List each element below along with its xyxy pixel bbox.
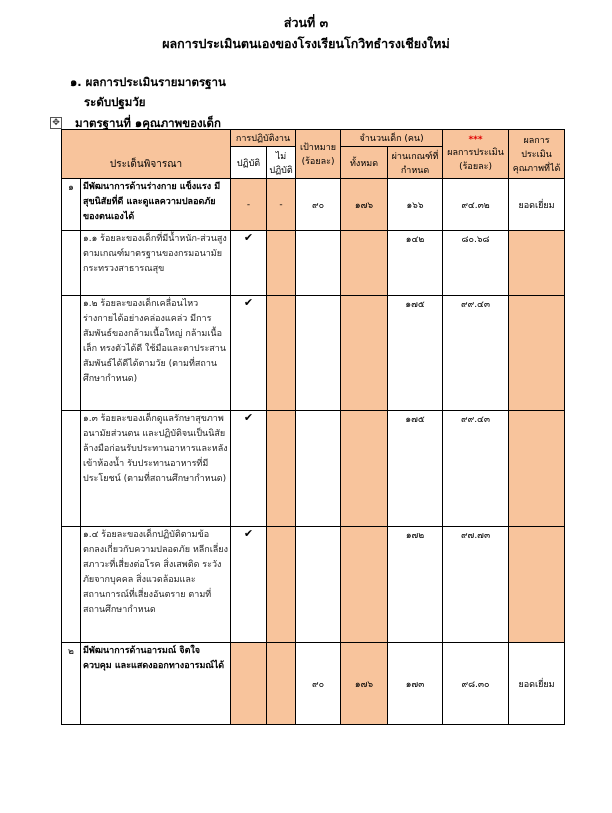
criteria-text: ๑.๒ ร้อยละของเด็กเคลื่อนไหวร่างกายได้อย่างคล่องแคล่ว มีการสัมพันธ์ของกล้ามเนื้อใหญ่ กล้ามเนื้อเล็ก ทรงตัวได้ดี ใช้มือและตาประสานสัมพันธ์ได้ดีได้ตามวัย (ตามที่สถานศึกษากำหนด): [81, 296, 231, 411]
all-cell: [341, 411, 388, 527]
criteria-text: มีพัฒนาการด้านอารมณ์ จิตใจ ควบคุม และแสดงออกทางอารมณ์ได้: [81, 643, 231, 725]
all-cell: [341, 527, 388, 643]
criteria-text: ๑.๑ ร้อยละของเด็กที่มีน้ำหนัก-ส่วนสูงตามเกณฑ์มาตรฐานของกรมอนามัย กระทรวงสาธารณสุข: [81, 231, 231, 296]
target-cell: [296, 296, 341, 411]
done-check-icon: ✔: [231, 231, 267, 296]
not-done-cell: [267, 643, 296, 725]
result-cell: ๙๗.๗๓: [443, 527, 509, 643]
result-header: [443, 130, 509, 179]
assessment-table: [61, 129, 565, 725]
quality-cell: ยอดเยี่ยม: [509, 179, 565, 231]
criteria-text: มีพัฒนาการด้านร่างกาย แข็งแรง มีสุขนิสัยที่ดี และดูแลความปลอดภัยของตนเองได้: [81, 179, 231, 231]
done-cell: [231, 643, 267, 725]
not-done-cell: [267, 296, 296, 411]
quality-cell: [509, 411, 565, 527]
pass-cell: ๑๗๕: [388, 411, 443, 527]
quality-cell: [509, 231, 565, 296]
target-cell: ๙๐: [296, 179, 341, 231]
quality-cell: ยอดเยี่ยม: [509, 643, 565, 725]
done-check-icon: ✔: [231, 411, 267, 527]
table-row: [62, 643, 565, 725]
stars-mark: ***: [468, 135, 483, 145]
row-number: [62, 527, 81, 643]
table-row: [62, 411, 565, 527]
not-done-cell: [267, 527, 296, 643]
result-cell: ๘๐.๖๘: [443, 231, 509, 296]
pass-cell: ๑๗๓: [388, 643, 443, 725]
section-heading: ๑. ผลการประเมินรายมาตรฐาน: [70, 75, 226, 89]
all-cell: [341, 231, 388, 296]
pass-header: ผ่านเกณฑ์ที่กำหนด: [388, 147, 443, 179]
table-row: [62, 179, 565, 231]
result-cell: ๙๙.๔๓: [443, 296, 509, 411]
target-cell: ๙๐: [296, 643, 341, 725]
all-cell: ๑๗๖: [341, 643, 388, 725]
row-number: ๑: [62, 179, 81, 231]
not-done-header: ไม่ปฏิบัติ: [267, 147, 296, 179]
row-number: [62, 296, 81, 411]
target-cell: [296, 231, 341, 296]
all-cell: [341, 296, 388, 411]
row-number: [62, 231, 81, 296]
pass-cell: ๑๖๖: [388, 179, 443, 231]
part-title: ส่วนที่ ๓: [283, 15, 329, 30]
row-number: ๒: [62, 643, 81, 725]
done-cell: -: [231, 179, 267, 231]
result-cell: ๙๔.๓๒: [443, 179, 509, 231]
pass-cell: ๑๗๒: [388, 527, 443, 643]
quality-header: ผลการประเมิน คุณภาพที่ได้: [509, 130, 565, 179]
done-check-icon: ✔: [231, 527, 267, 643]
standard-heading: มาตรฐานที่ ๑คุณภาพของเด็ก: [75, 116, 221, 130]
all-cell: ๑๗๖: [341, 179, 388, 231]
result-cell: ๙๙.๔๓: [443, 411, 509, 527]
table-row: [62, 231, 565, 296]
done-header: ปฏิบัติ: [231, 147, 267, 179]
quality-cell: [509, 296, 565, 411]
target-header: เป้าหมาย (ร้อยละ): [296, 130, 341, 179]
table-row: [62, 527, 565, 643]
report-title: ผลการประเมินตนเองของโรงเรียนโกวิทธำรงเชียงใหม่: [162, 36, 450, 51]
row-number: [62, 411, 81, 527]
pass-cell: ๑๗๕: [388, 296, 443, 411]
target-cell: [296, 411, 341, 527]
result-cell: ๙๘.๓๐: [443, 643, 509, 725]
pass-cell: ๑๔๒: [388, 231, 443, 296]
target-cell: [296, 527, 341, 643]
table-row: [62, 296, 565, 411]
not-done-cell: -: [267, 179, 296, 231]
all-header: ทั้งหมด: [341, 147, 388, 179]
criteria-text: ๑.๓ ร้อยละของเด็กดูแลรักษาสุขภาพอนามัยส่วนตน และปฏิบัติจนเป็นนิสัย ล้างมือก่อนรับประทานอาหารและหลังเข้าห้องน้ำ รับประทานอาหารที่มีประโยชน์ (ตามที่สถานศึกษากำหนด): [81, 411, 231, 527]
quality-cell: [509, 527, 565, 643]
practice-header: การปฏิบัติงาน: [231, 130, 296, 147]
result-header-label: ผลการประเมิน (ร้อยละ): [447, 148, 504, 172]
criteria-header: ประเด็นพิจารณา: [62, 130, 231, 179]
table-move-handle-icon[interactable]: ✥: [50, 117, 62, 129]
not-done-cell: [267, 411, 296, 527]
done-check-icon: ✔: [231, 296, 267, 411]
criteria-text: ๑.๔ ร้อยละของเด็กปฏิบัติตามข้อตกลงเกี่ยวกับความปลอดภัย หลีกเลี่ยงสภาวะที่เสี่ยงต่อโรค สิ่งเสพติด ระวังภัยจากบุคคล สิ่งแวดล้อมและสถานการณ์ที่เสี่ยงอันตราย ตามที่สถานศึกษากำหนด: [81, 527, 231, 643]
level-heading: ระดับปฐมวัย: [84, 95, 146, 109]
not-done-cell: [267, 231, 296, 296]
count-header: จำนวนเด็ก (คน): [341, 130, 443, 147]
